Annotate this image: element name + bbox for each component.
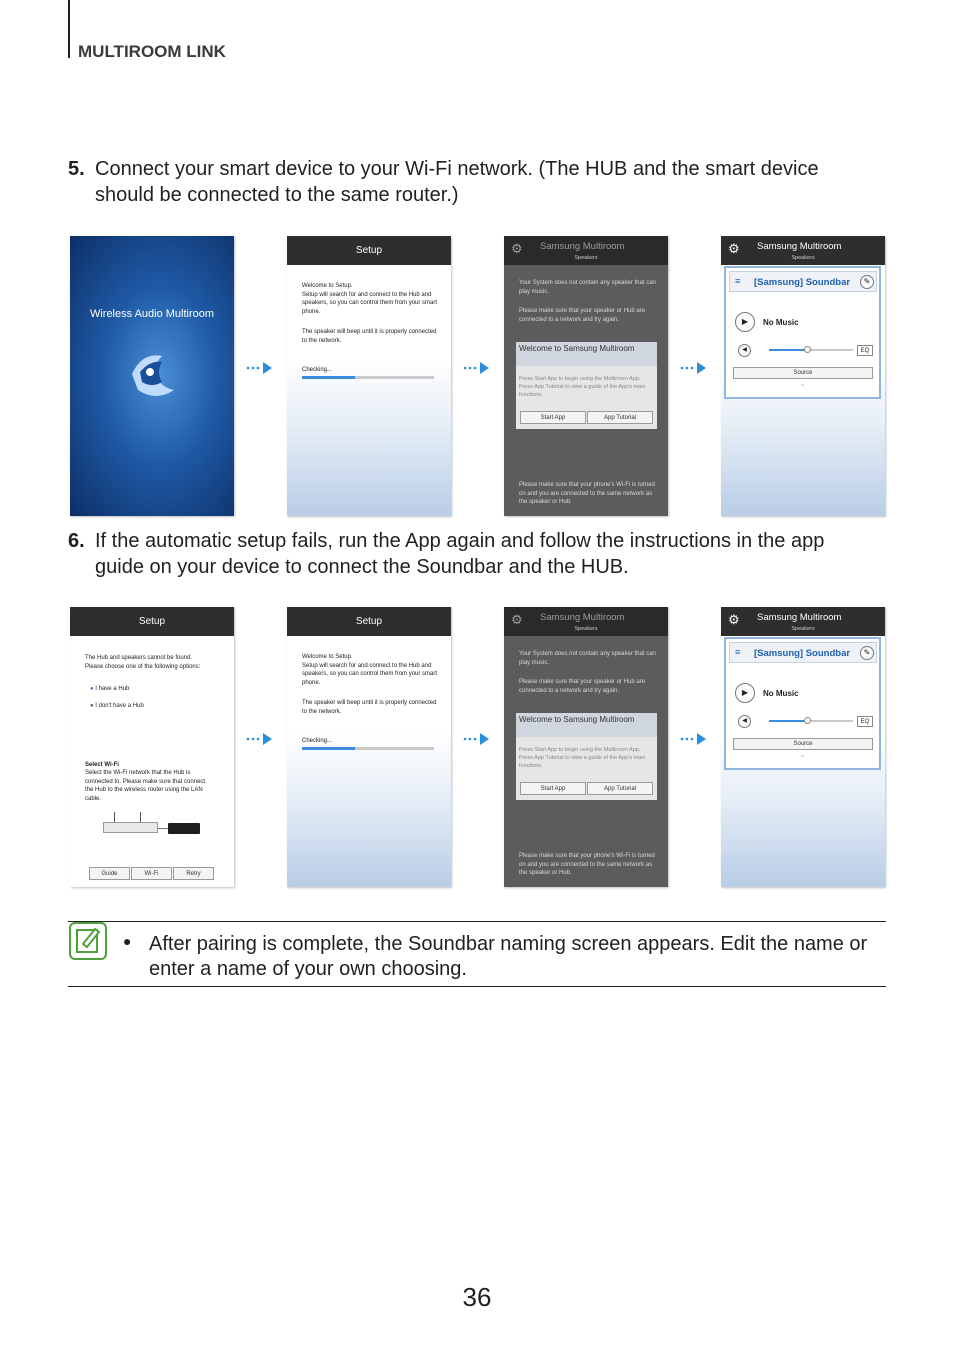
app-subtitle: Speakers xyxy=(574,626,598,632)
dialog-body: Press Start App to begin using the Multiroom App. Press App Tutorial to view a guide of the App's main functions. xyxy=(519,376,646,398)
dialog-body: Press Start App to begin using the Multiroom App. Press App Tutorial to view a guide of the App's main functions. xyxy=(519,747,646,769)
make-sure-text: Please make sure that your speaker or Hub are connected to a network and try again. xyxy=(519,308,646,323)
option-label: I have a Hub xyxy=(95,686,130,692)
speaker-list-icon: ≡ xyxy=(735,276,741,286)
play-icon[interactable]: ▶ xyxy=(735,683,755,703)
progress-fill xyxy=(302,747,355,750)
arrow-right-icon xyxy=(246,361,272,375)
wifi-note-text: Please make sure that your phone's Wi-Fi is turned on and you are connected to the same network as the speaker or Hub. xyxy=(519,482,655,505)
volume-slider[interactable] xyxy=(769,349,853,351)
gear-icon[interactable]: ⚙ xyxy=(511,612,523,627)
note-icon xyxy=(69,922,107,960)
setup-beep-text: The speaker will beep until it is properly connected to the network. xyxy=(302,700,437,715)
arrow-right-icon xyxy=(246,732,272,746)
phone-setup-checking xyxy=(287,607,451,887)
phone-welcome-dialog xyxy=(504,236,668,516)
app-title: Samsung Multiroom xyxy=(757,241,842,252)
setup-welcome xyxy=(302,653,440,687)
gear-icon[interactable]: ⚙ xyxy=(728,241,740,256)
arrow-right-icon xyxy=(463,732,489,746)
speaker-panel xyxy=(724,266,881,399)
titlebar-title: Setup xyxy=(355,616,383,627)
note-text: After pairing is complete, the Soundbar naming screen appears. Edit the name or enter a name of your own choosing. xyxy=(149,933,868,980)
start-app-button[interactable]: Start App xyxy=(520,411,586,424)
soundbar-name: [Samsung] Soundbar xyxy=(754,648,851,659)
titlebar-title: Setup xyxy=(355,245,383,256)
setup-beep-text: The speaker will beep until it is properly connected to the network. xyxy=(302,329,437,344)
start-app-button[interactable]: Start App xyxy=(520,782,586,795)
wifi-button[interactable]: Wi-Fi xyxy=(131,867,172,880)
note-top-rule xyxy=(68,921,886,922)
antenna-icon xyxy=(140,812,141,822)
source-button[interactable]: Source xyxy=(733,367,873,379)
checking-label: Checking... xyxy=(302,738,333,744)
volume-knob[interactable] xyxy=(804,717,811,724)
app-title: Samsung Multiroom xyxy=(540,241,625,252)
radio-dot-icon: ● xyxy=(90,686,94,692)
step-5 xyxy=(68,156,868,208)
titlebar xyxy=(287,236,451,265)
titlebar xyxy=(70,607,234,636)
gear-icon[interactable]: ⚙ xyxy=(511,241,523,256)
arrow-right-icon xyxy=(680,732,706,746)
antenna-icon xyxy=(114,812,115,822)
titlebar xyxy=(721,236,885,265)
app-tutorial-button[interactable]: App Tutorial xyxy=(587,411,653,424)
setup-welcome xyxy=(302,282,440,316)
radio-dot-icon: ● xyxy=(90,703,94,709)
step-number: 5. xyxy=(68,158,85,180)
note-bullet: ● xyxy=(123,933,132,949)
collapse-icon[interactable]: ^ xyxy=(801,755,804,761)
progress-fill xyxy=(302,376,355,379)
note-bottom-rule xyxy=(68,986,886,987)
progress-bar xyxy=(302,376,434,379)
eq-button[interactable]: EQ xyxy=(857,716,873,727)
app-title: Samsung Multiroom xyxy=(540,612,625,623)
step-text: Connect your smart device to your Wi-Fi network. (The HUB and the smart device should be connected to the same router.) xyxy=(95,158,819,206)
step-text: If the automatic setup fails, run the App again and follow the instructions in the app guide on your device to connect the Soundbar and the HUB. xyxy=(95,530,825,578)
phone-speakers-screen xyxy=(721,236,885,516)
retry-button[interactable]: Retry xyxy=(173,867,214,880)
header-rule xyxy=(68,0,70,58)
volume-icon[interactable]: ◀ xyxy=(738,344,751,357)
titlebar xyxy=(504,607,668,636)
edit-icon[interactable]: ✎ xyxy=(860,646,874,660)
app-subtitle: Speakers xyxy=(574,255,598,261)
edit-icon[interactable]: ✎ xyxy=(860,275,874,289)
app-subtitle: Speakers xyxy=(791,255,815,261)
phone-welcome-dialog xyxy=(504,607,668,887)
app-title: Samsung Multiroom xyxy=(757,612,842,623)
wifi-instructions: Select the Wi-Fi network that the Hub is connected to. Please make sure that connect the Hub to the wireless router using the LAN cable. xyxy=(85,770,206,802)
page-number: 36 xyxy=(462,1282,492,1312)
soundbar-row[interactable] xyxy=(729,642,877,663)
no-speaker-text: Your System does not contain any speaker that can play music. xyxy=(519,280,656,295)
setup-search-text: Setup will search for and connect to the Hub and speakers, so you can control them from your smart phone. xyxy=(302,662,438,686)
titlebar xyxy=(721,607,885,636)
screenshot-row-1 xyxy=(0,236,954,516)
multiroom-logo-icon xyxy=(122,344,182,404)
gear-icon[interactable]: ⚙ xyxy=(728,612,740,627)
section-title: MULTIROOM LINK xyxy=(78,42,226,61)
soundbar-row[interactable] xyxy=(729,271,877,292)
soundbar-name: [Samsung] Soundbar xyxy=(754,277,851,288)
progress-bar xyxy=(302,747,434,750)
option-label: I don't have a Hub xyxy=(95,703,144,709)
now-playing-label: No Music xyxy=(763,318,799,327)
router-icon xyxy=(103,822,158,833)
now-playing-label: No Music xyxy=(763,689,799,698)
collapse-icon[interactable]: ^ xyxy=(801,384,804,390)
checking-label: Checking... xyxy=(302,367,333,373)
note-pencil-icon xyxy=(71,924,105,958)
eq-button[interactable]: EQ xyxy=(857,345,873,356)
welcome-title: Wireless Audio Multiroom xyxy=(89,308,215,320)
phone-welcome-screen xyxy=(70,236,234,516)
volume-fill xyxy=(769,349,807,351)
volume-knob[interactable] xyxy=(804,346,811,353)
app-subtitle: Speakers xyxy=(791,626,815,632)
volume-icon[interactable]: ◀ xyxy=(738,715,751,728)
phone-speakers-screen xyxy=(721,607,885,887)
make-sure-text: Please make sure that your speaker or Hub are connected to a network and try again. xyxy=(519,679,646,694)
titlebar-title: Setup xyxy=(138,616,166,627)
wifi-heading: Select Wi-Fi xyxy=(85,762,119,768)
setup-welcome-line: Welcome to Setup. xyxy=(302,654,353,660)
radio-option-hub[interactable] xyxy=(90,686,129,692)
dialog-title: Welcome to Samsung Multiroom xyxy=(516,713,657,737)
setup-welcome-line: Welcome to Setup. xyxy=(302,283,353,289)
welcome-dialog xyxy=(516,713,657,800)
speaker-panel xyxy=(724,637,881,770)
cable-icon xyxy=(158,828,168,829)
radio-option-no-hub[interactable] xyxy=(90,703,144,709)
volume-fill xyxy=(769,720,807,722)
speaker-list-icon: ≡ xyxy=(735,647,741,657)
failed-intro-text: The Hub and speakers cannot be found. Please choose one of the following options: xyxy=(85,655,201,670)
hub-device-icon xyxy=(168,823,200,834)
step-number: 6. xyxy=(68,530,85,552)
screenshot-row-2 xyxy=(0,607,954,887)
play-icon[interactable]: ▶ xyxy=(735,312,755,332)
source-button[interactable]: Source xyxy=(733,738,873,750)
welcome-dialog xyxy=(516,342,657,429)
app-tutorial-button[interactable]: App Tutorial xyxy=(587,782,653,795)
guide-button[interactable]: Guide xyxy=(89,867,130,880)
dialog-title: Welcome to Samsung Multiroom xyxy=(516,342,657,366)
phone-setup-checking xyxy=(287,236,451,516)
phone-setup-failed xyxy=(70,607,234,887)
setup-search-text: Setup will search for and connect to the Hub and speakers, so you can control them from your smart phone. xyxy=(302,291,438,315)
volume-slider[interactable] xyxy=(769,720,853,722)
wifi-note-text: Please make sure that your phone's Wi-Fi is turned on and you are connected to the same network as the speaker or Hub. xyxy=(519,853,655,876)
titlebar xyxy=(287,607,451,636)
arrow-right-icon xyxy=(680,361,706,375)
titlebar xyxy=(504,236,668,265)
step-6 xyxy=(68,528,868,580)
no-speaker-text: Your System does not contain any speaker that can play music. xyxy=(519,651,656,666)
arrow-right-icon xyxy=(463,361,489,375)
